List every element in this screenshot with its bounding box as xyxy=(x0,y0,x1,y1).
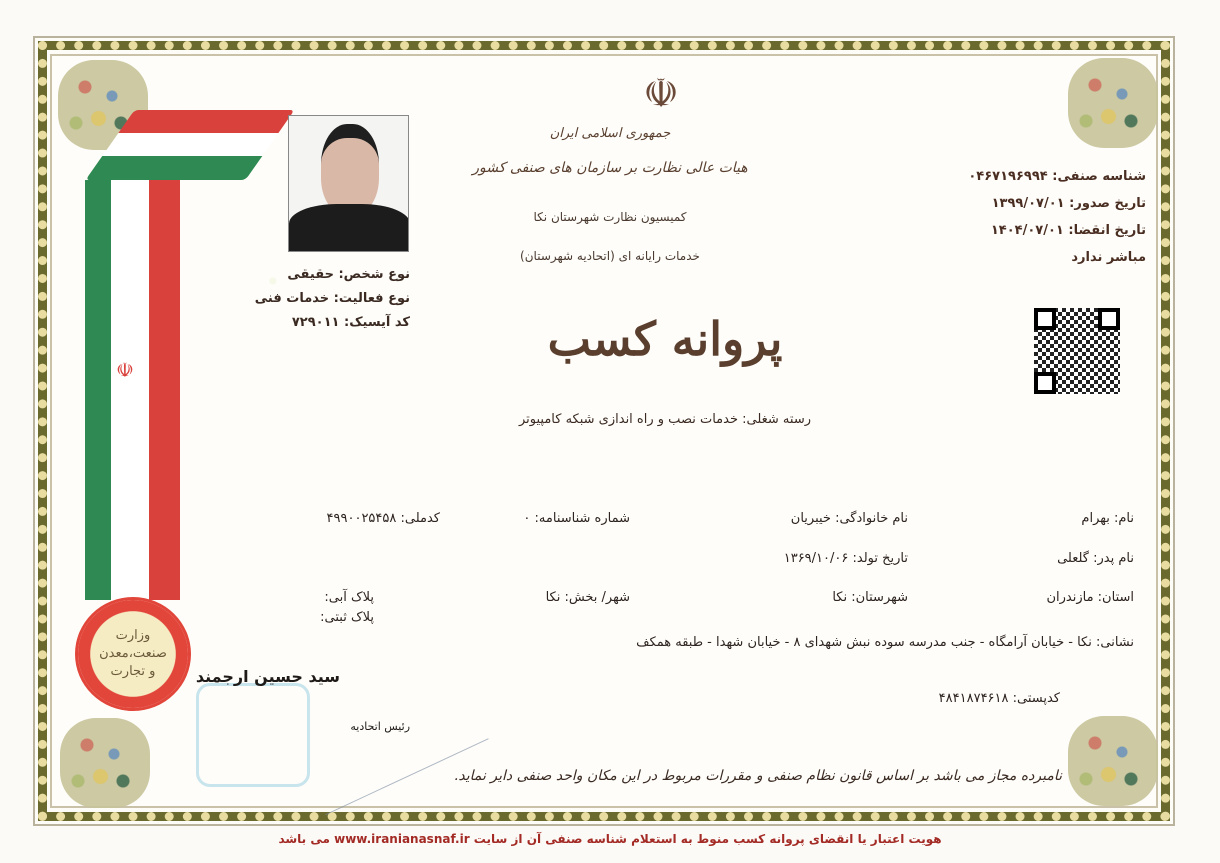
last-name: نام خانوادگی: خیبریان xyxy=(790,511,908,526)
right-info-block xyxy=(968,163,1146,271)
province: استان: مازندران xyxy=(1046,590,1134,605)
father-name: نام پدر: گلعلی xyxy=(1057,551,1134,566)
address: نشانی: نکا - خیابان آرامگاه - جنب مدرسه سوده نبش شهدای ۸ - خیابان شهدا - طبقه همکف xyxy=(636,635,1134,650)
flag-red-stripe xyxy=(149,180,180,600)
header-authority: هیات عالی نظارت بر سازمان های صنفی کشور xyxy=(472,160,748,176)
flag-emblem-icon: ☫ xyxy=(116,358,134,382)
national-id: کدملی: ۴۹۹۰۰۲۵۴۵۸ xyxy=(326,511,440,526)
birth-cert-no: شماره شناسنامه: ۰ xyxy=(523,511,630,526)
verification-footer: هویت اعتبار یا انقضای پروانه کسب منوط به استعلام شناسه صنفی آن از سایت www.iranianasnaf.ir می باشد xyxy=(278,832,942,846)
ornament-corner-bottom-left-icon xyxy=(60,718,150,808)
flag-ribbon-icon xyxy=(85,180,180,600)
guild-category: رسته شغلی: خدمات نصب و راه اندازی شبکه کامپیوتر xyxy=(518,412,811,427)
manager-status: مباشر ندارد xyxy=(1071,250,1146,265)
header-union: خدمات رایانه ای (اتحادیه شهرستان) xyxy=(520,249,700,263)
postal-code: کدپستی: ۴۸۴۱۸۷۴۶۱۸ xyxy=(938,691,1060,706)
signatory-name: سید حسین ارجمند xyxy=(195,667,340,686)
county: شهرستان: نکا xyxy=(832,590,908,605)
ministry-seal xyxy=(78,600,188,708)
iran-emblem-icon: ☫ xyxy=(643,71,679,117)
signatory-title: رئیس اتحادیه xyxy=(350,720,410,733)
expiry-date: تاریخ انقضا: ۱۴۰۴/۰۷/۰۱ xyxy=(990,223,1146,238)
seal-line-3: و تجارت xyxy=(110,664,156,679)
seal-line-1: وزارت xyxy=(115,628,151,643)
page-title: پروانه کسب xyxy=(547,312,783,366)
activity-type: نوع فعالیت: خدمات فنی xyxy=(254,291,410,306)
first-name: نام: بهرام xyxy=(1081,511,1134,526)
issue-date: تاریخ صدور: ۱۳۹۹/۰۷/۰۱ xyxy=(991,196,1146,211)
blue-plate: پلاک آبی: xyxy=(324,590,374,605)
header-commission: کمیسیون نظارت شهرستان نکا xyxy=(533,210,687,224)
flag-green-stripe xyxy=(85,180,111,600)
birth-date: تاریخ تولد: ۱۳۶۹/۱۰/۰۶ xyxy=(783,551,908,566)
registry-plate: پلاک ثبتی: xyxy=(320,610,374,625)
ornament-corner-bottom-right-icon xyxy=(1068,716,1158,806)
flag-white-stripe xyxy=(111,180,149,600)
city: شهر/ بخش: نکا xyxy=(545,590,630,605)
header-country: جمهوری اسلامی ایران xyxy=(549,126,671,141)
person-type: نوع شخص: حقیقی xyxy=(287,267,410,282)
seal-line-2: صنعت،معدن xyxy=(99,646,167,661)
qr-code-icon xyxy=(1034,308,1120,394)
union-stamp-icon xyxy=(196,683,310,787)
guild-id: شناسه صنفی: ۰۴۶۷۱۹۶۹۹۴ xyxy=(968,169,1146,184)
isic-code: کد آیسیک: ۷۲۹۰۱۱ xyxy=(291,315,410,330)
legal-note: نامبرده مجاز می باشد بر اساس قانون نظام صنفی و مقررات مربوط در این مکان واحد صنفی دایر نماید. xyxy=(453,768,1062,784)
